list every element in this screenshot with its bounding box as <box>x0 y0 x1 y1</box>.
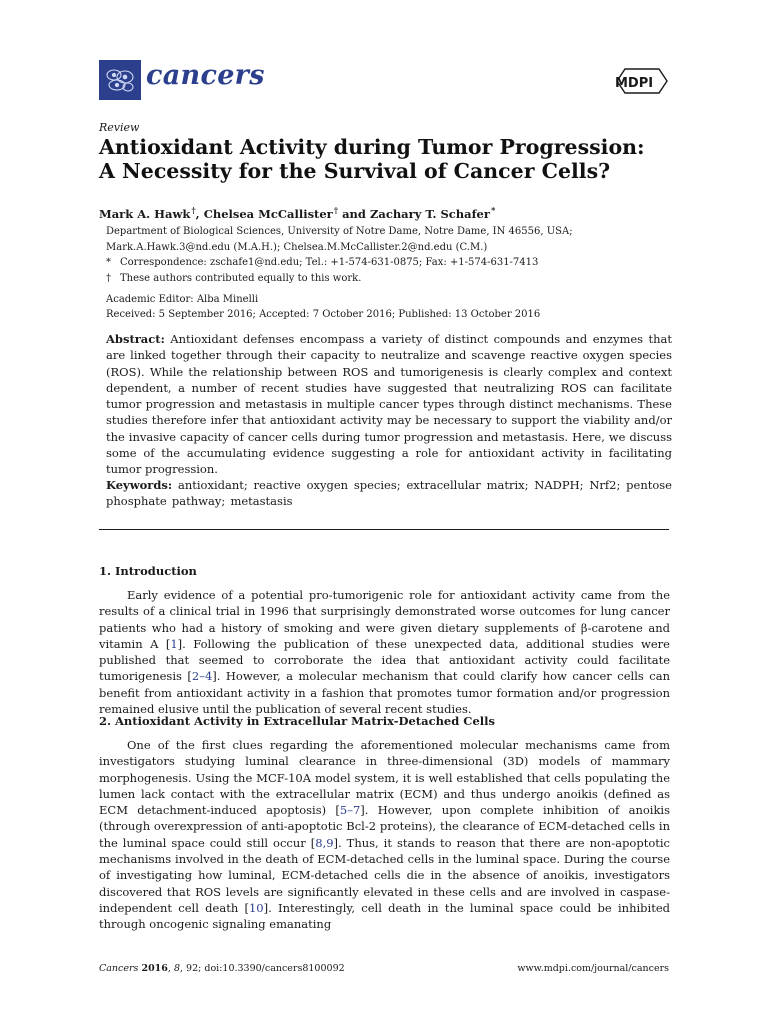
body-text: ]. Following the publication of these unexpected data, additional studies were published that seemed to corroborate the idea that antioxidant activity could facilitate tumorigenesis [ <box>99 636 670 684</box>
journal-name: cancers <box>146 60 265 91</box>
citation-link[interactable]: 9 <box>326 835 334 850</box>
academic-editor: Academic Editor: Alba Minelli <box>106 294 259 305</box>
citation-link[interactable]: 1 <box>170 636 178 651</box>
author-name: Chelsea McCallister <box>203 206 333 221</box>
footer-volume: 8 <box>173 963 180 974</box>
footer-citation: Cancers 2016, 8, 92; doi:10.3390/cancers8100092 <box>99 963 345 974</box>
abstract-label: Abstract: <box>106 332 165 346</box>
abstract <box>106 331 672 478</box>
title-line-1: Antioxidant Activity during Tumor Progression: <box>99 135 645 159</box>
affiliation-line-2: Mark.A.Hawk.3@nd.edu (M.A.H.); Chelsea.M.McCallister.2@nd.edu (C.M.) <box>106 242 488 253</box>
body-text: One of the first clues regarding the aforementioned molecular mechanisms came from investigators studying luminal clearance in three-dimensional (3D) models of mammary morphogenesis. Using the MCF-10A model system, it is well established that cells populating the lumen lack contact with the extracellular matrix (ECM) and thus undergo anoikis (defined as ECM detachment-induced apoptosis) [ <box>99 738 670 818</box>
body-text: ]. Thus, it stands to reason that there are non-apoptotic mechanisms involved in the death of ECM-detached cells in the luminal space. During the course of investigating how luminal, ECM-detached cells die in the absence of anoikis, investigators discovered that ROS levels are significantly elevated in these cells and are involved in caspase-independent cell death [ <box>99 835 671 915</box>
citation-link[interactable]: 5–7 <box>339 803 361 818</box>
body-text: ]. However, a molecular mechanism that could clarify how cancer cells can benefit from antioxidant activity in a fashion that promotes tumor formation and/or progression remained elusive until the publication of several recent studies. <box>99 669 670 717</box>
footer-journal: Cancers <box>99 963 139 974</box>
equal-contribution-text: These authors contributed equally to this work. <box>120 273 362 284</box>
section-divider <box>99 529 669 530</box>
citation-link[interactable]: 8 <box>315 835 323 850</box>
journal-logo <box>99 60 141 100</box>
footer-url[interactable]: www.mdpi.com/journal/cancers <box>517 963 669 974</box>
keywords-label: Keywords: <box>106 478 173 492</box>
author-name: Zachary T. Schafer <box>369 206 490 221</box>
author-mark: † <box>333 205 339 215</box>
body-text: Early evidence of a potential pro-tumorigenic role for antioxidant activity came from the results of a clinical trial in 1996 that surprisingly demonstrated worse outcomes for lung cancer patients who had a history of smoking and were given dietary supplements of β-carotene and vitamin A [ <box>99 588 670 651</box>
author-mark: † <box>191 205 196 215</box>
article-type: Review <box>99 121 140 134</box>
publisher-logo-text: MDPI <box>615 76 654 91</box>
section-heading-introduction: 1. Introduction <box>99 564 197 578</box>
publication-dates: Received: 5 September 2016; Accepted: 7 October 2016; Published: 13 October 2016 <box>106 309 541 320</box>
correspondence-mark: * <box>106 257 111 268</box>
keywords <box>106 477 672 510</box>
author-list <box>99 205 495 221</box>
introduction-paragraph <box>99 587 670 717</box>
title-line-2: A Necessity for the Survival of Cancer Cells? <box>99 159 611 183</box>
correspondence-text: Correspondence: zschafe1@nd.edu; Tel.: +1-574-631-0875; Fax: +1-574-631-7413 <box>120 257 539 268</box>
article-title <box>99 135 699 183</box>
section-heading-ecm-detached: 2. Antioxidant Activity in Extracellular Matrix-Detached Cells <box>99 714 495 728</box>
citation-link[interactable]: 10 <box>248 900 264 915</box>
body-text: ]. However, upon complete inhibition of anoikis (through overexpression of anti-apoptotic Bcl-2 proteins), the clearance of ECM-detached cells in the luminal space could still occur [ <box>99 803 670 850</box>
correspondence <box>106 255 626 270</box>
ecm-detached-paragraph <box>99 737 670 933</box>
footer-doi: ; doi:10.3390/cancers8100092 <box>198 963 345 974</box>
equal-contribution-note <box>106 271 626 286</box>
abstract-text: Antioxidant defenses encompass a variety of distinct compounds and enzymes that are linked together through their capacity to neutralize and scavenge reactive oxygen species (ROS). While the relationship between ROS and tumorigenesis is clearly complex and context dependent, a number of recent studies have suggested that neutralizing ROS can facilitate tumor progression and metastasis in multiple cancer types through distinct mechanisms. These studies therefore infer that antioxidant activity may be necessary to support the viability and/or the invasive capacity of cancer cells during tumor progression and metastasis. Here, we discuss some of the accumulating evidence suggesting a role for antioxidant activity in facilitating tumor progression. <box>106 332 673 477</box>
cells-logo-icon <box>103 65 137 95</box>
footer-year: 2016 <box>141 963 168 974</box>
affiliation-line-1: Department of Biological Sciences, University of Notre Dame, Notre Dame, IN 46556, USA; <box>106 226 573 237</box>
author-name: Mark A. Hawk <box>99 206 191 221</box>
author-separator: and <box>338 206 370 221</box>
keywords-text: antioxidant; reactive oxygen species; extracellular matrix; NADPH; Nrf2; pentose phosphate pathway; metastasis <box>106 478 672 509</box>
citation-separator: , <box>322 835 327 850</box>
author-mark: * <box>491 205 496 215</box>
citation-link[interactable]: 2–4 <box>191 669 213 684</box>
body-text: ]. Interestingly, cell death in the luminal space could be inhibited through oncogenic signaling emanating <box>99 900 670 932</box>
equal-contribution-mark: † <box>106 273 111 284</box>
author-separator: , <box>195 206 204 221</box>
footer-article: 92 <box>186 963 199 974</box>
